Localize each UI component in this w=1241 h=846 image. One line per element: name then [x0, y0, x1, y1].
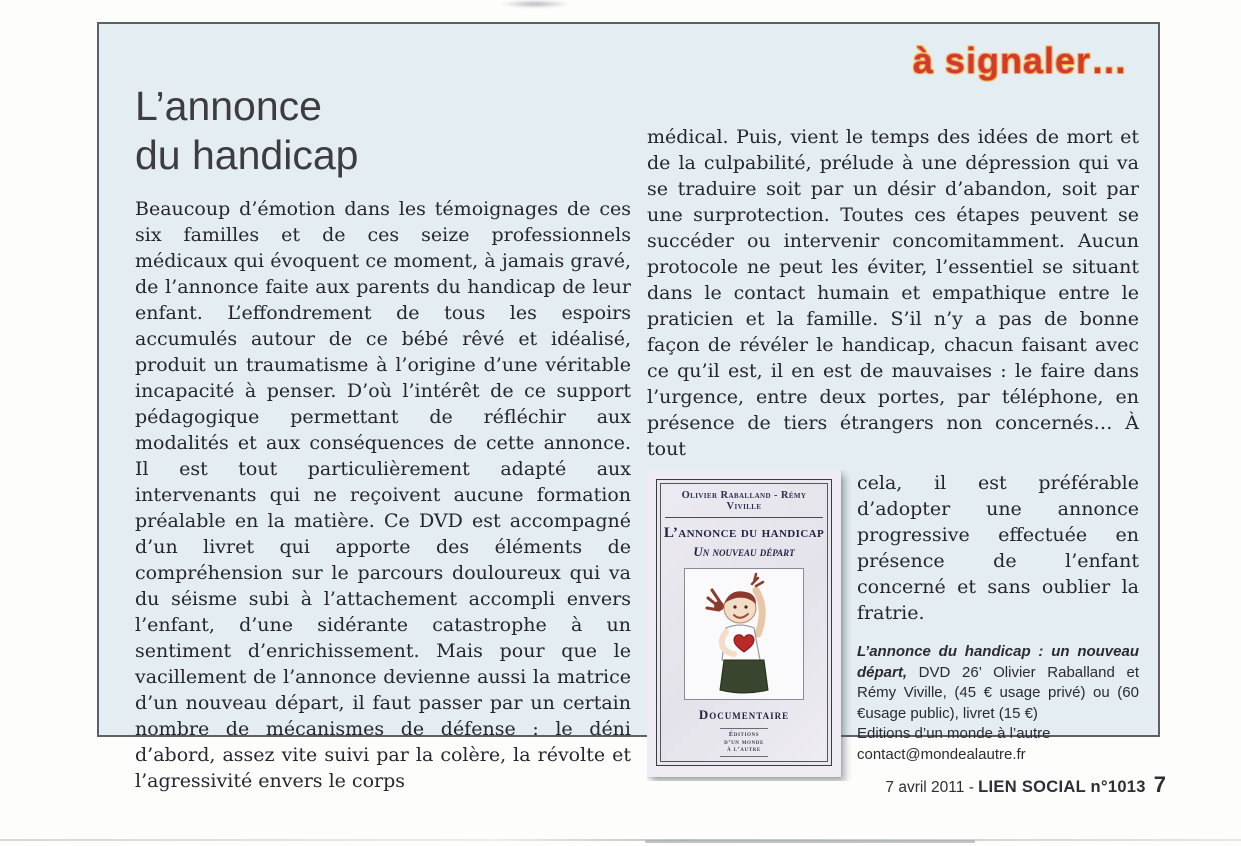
dvd-genre: Documentaire	[698, 707, 790, 722]
footer-journal-title: LIEN SOCIAL n°1013	[978, 778, 1146, 796]
caption-publisher: Editions d’un monde à l’autre	[857, 725, 1051, 742]
dvd-cover-illustration	[684, 568, 804, 700]
page-footer	[885, 772, 1166, 798]
article-body-left: Beaucoup d’émotion dans les témoignages de ces six familles et de ces seize professionnels médicaux qui évoquent ce moment, à jamais gravé, de l’annonce faite aux parents du handicap de leur enfant. L’effondrement de tous les espoirs accumulés autour de ce bébé rêvé et idéalisé, produit un traumatisme à l’origine d’une véritable incapacité à penser. D’où l’intérêt de ce support pédagogique permettant de réfléchir aux modalités et aux conséquences de cette annonce. Il est tout particulièrement adapté aux intervenants qui ne reçoivent aucune formation préalable en la matière. Ce DVD est accompagné d’un livret qui apporte des éléments de compréhension sur le parcours douloureux qui va du séisme subi à l’attachement accompli envers l’enfant, d’une sidérante catastrophe à un sentiment d’enrichissement. Mais pour que le vacillement de l’annonce devienne aussi la matrice d’un nouveau départ, il faut passer par un certain nombre de mécanismes de défense : le déni d’abord, assez vite suivi par la colère, la révolte et l’agressivité envers le corps	[135, 198, 631, 792]
dvd-section	[647, 470, 1139, 781]
caption-details: DVD 26’ Olivier Raballand et Rémy Viville, (45 € usage privé) ou (60 €usage public), livret (15 €)	[857, 663, 1139, 722]
section-badge: à signaler…	[912, 40, 1128, 81]
dvd-publisher-logo	[720, 728, 768, 757]
dvd-publisher-line3: à l’autre	[727, 746, 761, 753]
dvd-subtitle: Un nouveau départ	[693, 544, 795, 559]
caption-contact-email: contact@mondealautre.fr	[857, 745, 1026, 763]
right-column	[647, 124, 1139, 781]
dvd-title: L’annonce du handicap	[663, 525, 825, 541]
dvd-publisher-line2: d’un monde	[724, 738, 764, 746]
scan-artifact-top	[500, 0, 570, 8]
left-column	[135, 82, 631, 794]
scan-artifact-bottom-line	[0, 839, 1241, 841]
dvd-publisher-line1: Éditions	[728, 731, 760, 738]
article-title	[135, 82, 631, 180]
dvd-cover-frame	[656, 479, 832, 766]
child-drawing-icon	[688, 572, 800, 696]
article-body-right-wrapped: cela, il est préférable d’adopter une annonce progressive effectuée en présence de l’enfant concerné et sans oublier la fratrie.	[857, 472, 1139, 624]
footer-page-number: 7	[1153, 772, 1166, 797]
dvd-authors: Olivier Raballand - Rémy Viville	[665, 490, 823, 518]
article-body-right: médical. Puis, vient le temps des idées de mort et de la culpabilité, prélude à une dépression qui va se traduire soit par un désir d’abandon, soit par une surprotection. Toutes ces étapes peuvent se succéder ou intervenir concomitamment. Aucun protocole ne peut les éviter, l’essentiel se situant dans le contact humain et empathique entre le praticien et la famille. S’il n’y a pas de bonne façon de révéler le handicap, chacun faisant avec ce qu’il est, il en est de mauvaises : le faire dans l’urgence, entre deux portes, par téléphone, en présence de tiers étrangers non concernés… À tout	[647, 126, 1139, 460]
article-title-line2: du handicap	[135, 132, 359, 178]
footer-date: 7 avril 2011 -	[885, 779, 979, 796]
dvd-cover	[647, 470, 841, 777]
article-title-line1: L’annonce	[135, 83, 322, 129]
caption-title: L’annonce du handicap : un nouveau départ,	[857, 643, 1139, 681]
scan-artifact-bottom-dark	[645, 840, 975, 843]
